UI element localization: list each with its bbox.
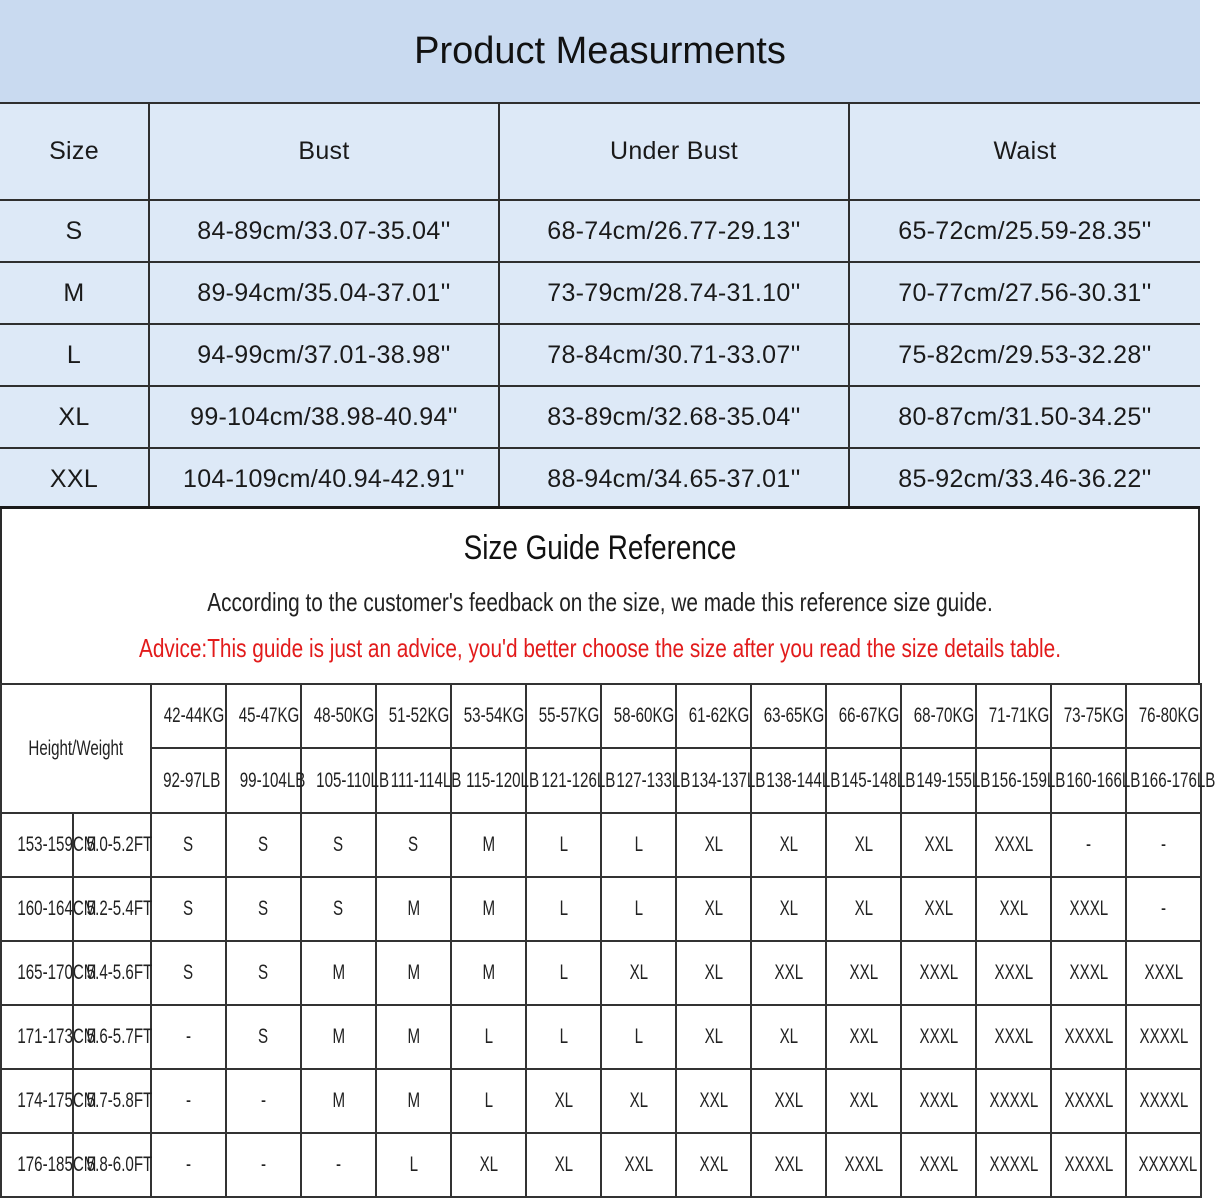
weight-kg-cell [826,684,901,748]
size-cell [901,941,976,1005]
size-cell [601,941,676,1005]
weight-kg-cell [976,684,1051,748]
size-cell-text: XL [479,1153,498,1176]
size-cell [376,877,451,941]
size-cell-text: XL [704,833,723,856]
height-cm-cell-text: 171-173CM [17,1025,97,1048]
size-cell-text: M [482,833,495,856]
size-cell-text: M [407,961,420,984]
weight-lb-cell-text: 111-114LB [390,768,462,792]
size-cell [826,1069,901,1133]
size-cell-text: - [185,1153,192,1176]
size-cell [226,941,301,1005]
height-cm-cell-text: 165-170CM [17,961,97,984]
size-cell-text: M [407,1025,420,1048]
weight-kg-cell [601,684,676,748]
size-cell-text: XL [854,897,873,920]
height-cm-cell [1,877,97,941]
size-cell-text: S [183,833,194,856]
weight-lb-cell-text: 127-133LB [616,768,691,792]
weight-kg-cell [301,684,376,748]
size-cell [151,941,226,1005]
size-cell [226,1069,301,1133]
size-cell-text: L [484,1025,493,1048]
height-ft-cell-text: 5.4-5.6FT [86,961,153,984]
size-cell [526,1133,601,1197]
size-cell [751,1069,826,1133]
weight-lb-cell-text: 149-155LB [916,768,991,792]
size-guide-table [0,683,1216,1198]
size-cell-text: XXXXL [989,1153,1038,1176]
bust-cell: 99-104cm/38.98-40.94'' [149,386,499,448]
weight-kg-cell-text: 48-50KG [313,704,375,727]
size-guide-advice: Advice:This guide is just an advice, you'd better choose the size after you read the size details table. [138,633,1062,663]
weight-kg-cell-text: 73-75KG [1063,704,1125,727]
size-cell-text: S [183,897,194,920]
under-bust-cell: 68-74cm/26.77-29.13'' [499,200,849,262]
size-cell-text: XXL [849,1025,878,1048]
size-cell [901,813,976,877]
weight-lb-cell-text: 99-104LB [239,768,306,792]
size-cell-text: S [183,961,194,984]
height-cm-cell [1,1069,97,1133]
size-cell-text: M [407,897,420,920]
size-cell [751,941,826,1005]
size-cell-text: XXXL [844,1153,883,1176]
height-ft-cell-text: 5.7-5.8FT [86,1089,153,1112]
bust-cell: 104-109cm/40.94-42.91'' [149,448,499,510]
weight-kg-cell-text: 42-44KG [163,704,225,727]
size-cell-text: S [333,833,344,856]
size-cell [301,813,376,877]
weight-lb-cell-text: 145-148LB [841,768,916,792]
weight-kg-row [1,684,1201,748]
size-cell [1126,813,1201,877]
size-cell [451,1005,526,1069]
size-cell [601,1133,676,1197]
size-cell [451,813,526,877]
weight-kg-cell [376,684,451,748]
size-cell [301,1069,376,1133]
size-cell [901,1133,976,1197]
size-cell-text: XXXXL [1064,1025,1113,1048]
size-cell [301,941,376,1005]
weight-kg-cell-text: 61-62KG [688,704,750,727]
weight-lb-cell [301,748,390,813]
size-cell-text: M [332,1025,345,1048]
size-cell: XXL [0,448,149,510]
size-cell-text: S [408,833,419,856]
size-cell-text: L [559,1025,568,1048]
size-cell [751,813,826,877]
size-cell [826,1005,901,1069]
size-cell [1126,1069,1201,1133]
weight-kg-cell-text: 63-65KG [763,704,825,727]
weight-kg-cell [1126,684,1201,748]
height-weight-corner [1,684,151,813]
size-cell [1051,1069,1126,1133]
size-cell [451,1133,526,1197]
size-cell [526,1069,601,1133]
weight-lb-row [1,748,1201,813]
size-cell-text: XXXL [919,1089,958,1112]
size-cell [826,813,901,877]
weight-kg-cell [901,684,976,748]
size-cell-text: XXXL [994,1025,1033,1048]
weight-kg-cell [226,684,301,748]
size-cell-text: XXXXL [1064,1089,1113,1112]
table-row [0,386,1200,448]
size-cell-text: M [332,961,345,984]
weight-lb-cell [226,748,306,813]
table-row [1,1005,1201,1069]
size-cell [901,1005,976,1069]
height-ft-cell-text: 5.6-5.7FT [86,1025,153,1048]
size-cell [601,877,676,941]
size-cell [376,1005,451,1069]
size-cell-text: XXXXL [989,1089,1038,1112]
size-cell-text: XXL [699,1153,728,1176]
size-cell [976,1005,1051,1069]
size-cell [526,813,601,877]
size-cell: M [0,262,149,324]
size-cell-text: XXXXL [1139,1089,1188,1112]
weight-kg-cell-text: 68-70KG [913,704,975,727]
size-cell-text: XXXL [994,833,1033,856]
height-cm-cell-text: 153-159CM [17,833,97,856]
size-cell-text: L [484,1089,493,1112]
size-cell [451,877,526,941]
size-cell [1126,941,1201,1005]
size-cell [451,1069,526,1133]
weight-kg-cell-text: 71-71KG [988,704,1050,727]
size-cell [1051,1133,1126,1197]
size-cell-text: XL [779,833,798,856]
table-row [0,200,1200,262]
size-cell-text: XXXXL [1064,1153,1113,1176]
size-cell-text: - [260,1089,267,1112]
weight-kg-cell-text: 58-60KG [613,704,675,727]
size-cell [1126,877,1201,941]
size-cell-text: M [482,897,495,920]
size-cell [676,941,751,1005]
size-cell-text: XL [704,1025,723,1048]
size-cell-text: XXL [774,1089,803,1112]
size-cell-text: XXL [999,897,1028,920]
waist-cell: 85-92cm/33.46-36.22'' [849,448,1200,510]
size-cell [226,1133,301,1197]
size-cell [301,1133,376,1197]
size-cell [901,877,976,941]
weight-kg-cell-text: 55-57KG [538,704,600,727]
weight-kg-cell [526,684,601,748]
table-row [0,448,1200,510]
size-cell-text: - [260,1153,267,1176]
weight-lb-cell [451,748,540,813]
header-under-bust: Under Bust [499,103,849,200]
size-cell-text: - [335,1153,342,1176]
size-cell [376,813,451,877]
size-cell [826,1133,901,1197]
size-cell-text: L [634,897,643,920]
size-cell [376,1069,451,1133]
measurements-header-row [0,103,1200,200]
waist-cell: 80-87cm/31.50-34.25'' [849,386,1200,448]
height-cm-cell [1,1005,97,1069]
size-cell [226,1005,301,1069]
height-ft-cell-text: 5.2-5.4FT [86,897,153,920]
size-cell [601,1005,676,1069]
size-guide-title: Size Guide Reference [463,529,737,567]
size-guide-header [0,509,1200,683]
size-cell-text: XXL [699,1089,728,1112]
size-cell: L [0,324,149,386]
weight-lb-cell-text: 115-120LB [466,768,540,792]
height-cm-cell [1,813,97,877]
weight-kg-cell-text: 45-47KG [238,704,300,727]
size-cell-text: XXXL [1069,961,1108,984]
size-cell-text: XL [629,961,648,984]
size-cell-text: M [482,961,495,984]
size-cell-text: L [559,897,568,920]
size-cell [1051,877,1126,941]
weight-lb-cell [151,748,226,813]
size-cell [376,1133,451,1197]
size-cell-text: S [258,897,269,920]
size-cell [751,1133,826,1197]
table-row [1,1133,1201,1197]
size-cell [151,877,226,941]
under-bust-cell: 78-84cm/30.71-33.07'' [499,324,849,386]
table-row [1,813,1201,877]
weight-kg-cell-text: 51-52KG [388,704,450,727]
measurements-title: Product Measurments [0,0,1200,104]
size-cell [301,1005,376,1069]
size-cell-text: S [258,961,269,984]
size-cell [151,1005,226,1069]
size-cell-text: M [332,1089,345,1112]
size-guide-description: According to the customer's feedback on the size, we made this reference size guide. [207,587,993,617]
size-cell [976,1069,1051,1133]
size-cell: S [0,200,149,262]
size-cell-text: L [409,1153,418,1176]
size-cell [151,813,226,877]
waist-cell: 65-72cm/25.59-28.35'' [849,200,1200,262]
weight-lb-cell-text: 166-176LB [1141,768,1216,792]
size-cell-text: XXXXL [1139,1025,1188,1048]
size-cell [601,1069,676,1133]
size-cell [451,941,526,1005]
table-row [0,262,1200,324]
size-cell-text: L [559,961,568,984]
weight-lb-cell-text: 134-137LB [691,768,766,792]
size-cell-text: S [258,833,269,856]
size-cell-text: L [559,833,568,856]
weight-kg-cell [676,684,751,748]
measurements-table [0,102,1200,511]
size-cell [976,941,1051,1005]
size-cell [1126,1005,1201,1069]
size-cell-text: XXXL [1069,897,1108,920]
size-cell-text: XL [554,1089,573,1112]
size-cell [901,1069,976,1133]
weight-kg-cell-text: 66-67KG [838,704,900,727]
waist-cell: 75-82cm/29.53-32.28'' [849,324,1200,386]
size-cell-text: XXXL [919,1025,958,1048]
size-cell [526,1005,601,1069]
height-cm-cell-text: 174-175CM [17,1089,97,1112]
waist-cell: 70-77cm/27.56-30.31'' [849,262,1200,324]
size-cell-text: - [1160,897,1167,920]
product-measurements-section [0,0,1200,508]
size-cell-text: XL [779,897,798,920]
height-cm-cell [1,941,97,1005]
size-cell [1051,1005,1126,1069]
size-cell [1051,813,1126,877]
header-size: Size [0,103,149,200]
weight-kg-cell [1051,684,1126,748]
size-cell [751,1005,826,1069]
size-cell-text: XXL [849,1089,878,1112]
size-cell [526,877,601,941]
size-cell: XL [0,386,149,448]
header-waist: Waist [849,103,1200,200]
size-cell-text: XL [854,833,873,856]
weight-lb-cell-text: 156-159LB [991,768,1066,792]
weight-lb-cell-text: 105-110LB [316,768,390,792]
size-cell-text: XXXXXL [1138,1153,1198,1176]
size-cell-text: XL [554,1153,573,1176]
height-ft-cell-text: 5.0-5.2FT [86,833,153,856]
size-cell [751,877,826,941]
size-cell-text: - [185,1025,192,1048]
size-cell [676,1133,751,1197]
size-cell-text: M [407,1089,420,1112]
weight-kg-cell [151,684,226,748]
bust-cell: 84-89cm/33.07-35.04'' [149,200,499,262]
size-cell [1051,941,1126,1005]
table-row [0,324,1200,386]
size-cell-text: XXXL [1144,961,1183,984]
size-cell-text: S [258,1025,269,1048]
size-cell [826,877,901,941]
size-cell-text: XXXL [919,1153,958,1176]
header-bust: Bust [149,103,499,200]
size-cell-text: XL [704,961,723,984]
under-bust-cell: 83-89cm/32.68-35.04'' [499,386,849,448]
size-cell-text: XL [629,1089,648,1112]
height-cm-cell [1,1133,97,1197]
size-cell [526,941,601,1005]
size-cell-text: XXL [774,1153,803,1176]
size-cell [1126,1133,1201,1197]
size-cell-text: L [634,1025,643,1048]
size-cell-text: - [185,1089,192,1112]
size-cell [226,813,301,877]
size-cell-text: - [1085,833,1092,856]
size-cell-text: S [333,897,344,920]
size-cell-text: XXXL [994,961,1033,984]
size-cell-text: XXL [624,1153,653,1176]
weight-lb-cell-text: 160-166LB [1066,768,1141,792]
height-cm-cell-text: 160-164CM [17,897,97,920]
height-weight-corner-text: Height/Weight [28,736,124,760]
size-cell [601,813,676,877]
weight-kg-cell [451,684,526,748]
weight-lb-cell-text: 92-97LB [163,768,221,792]
size-cell [151,1069,226,1133]
size-cell [226,877,301,941]
size-cell [676,1005,751,1069]
weight-kg-cell [751,684,826,748]
size-cell-text: XXL [924,833,953,856]
size-cell-text: - [1160,833,1167,856]
under-bust-cell: 88-94cm/34.65-37.01'' [499,448,849,510]
height-ft-cell-text: 5.8-6.0FT [86,1153,153,1176]
height-cm-cell-text: 176-185CM [17,1153,97,1176]
table-row [1,941,1201,1005]
size-cell [826,941,901,1005]
weight-lb-cell-text: 121-126LB [541,768,616,792]
size-cell [676,877,751,941]
table-row [1,877,1201,941]
size-cell [676,1069,751,1133]
size-cell [976,813,1051,877]
size-cell [976,877,1051,941]
size-cell-text: XXXL [919,961,958,984]
size-cell [151,1133,226,1197]
size-cell [976,1133,1051,1197]
weight-kg-cell-text: 53-54KG [463,704,525,727]
size-cell-text: XXL [849,961,878,984]
size-cell [301,877,376,941]
bust-cell: 89-94cm/35.04-37.01'' [149,262,499,324]
size-cell-text: XL [779,1025,798,1048]
weight-lb-cell-text: 138-144LB [766,768,841,792]
size-cell [676,813,751,877]
size-cell [376,941,451,1005]
size-cell-text: XXL [774,961,803,984]
size-cell-text: XXL [924,897,953,920]
table-row [1,1069,1201,1133]
weight-kg-cell-text: 76-80KG [1138,704,1200,727]
size-cell-text: XL [704,897,723,920]
under-bust-cell: 73-79cm/28.74-31.10'' [499,262,849,324]
size-cell-text: L [634,833,643,856]
bust-cell: 94-99cm/37.01-38.98'' [149,324,499,386]
